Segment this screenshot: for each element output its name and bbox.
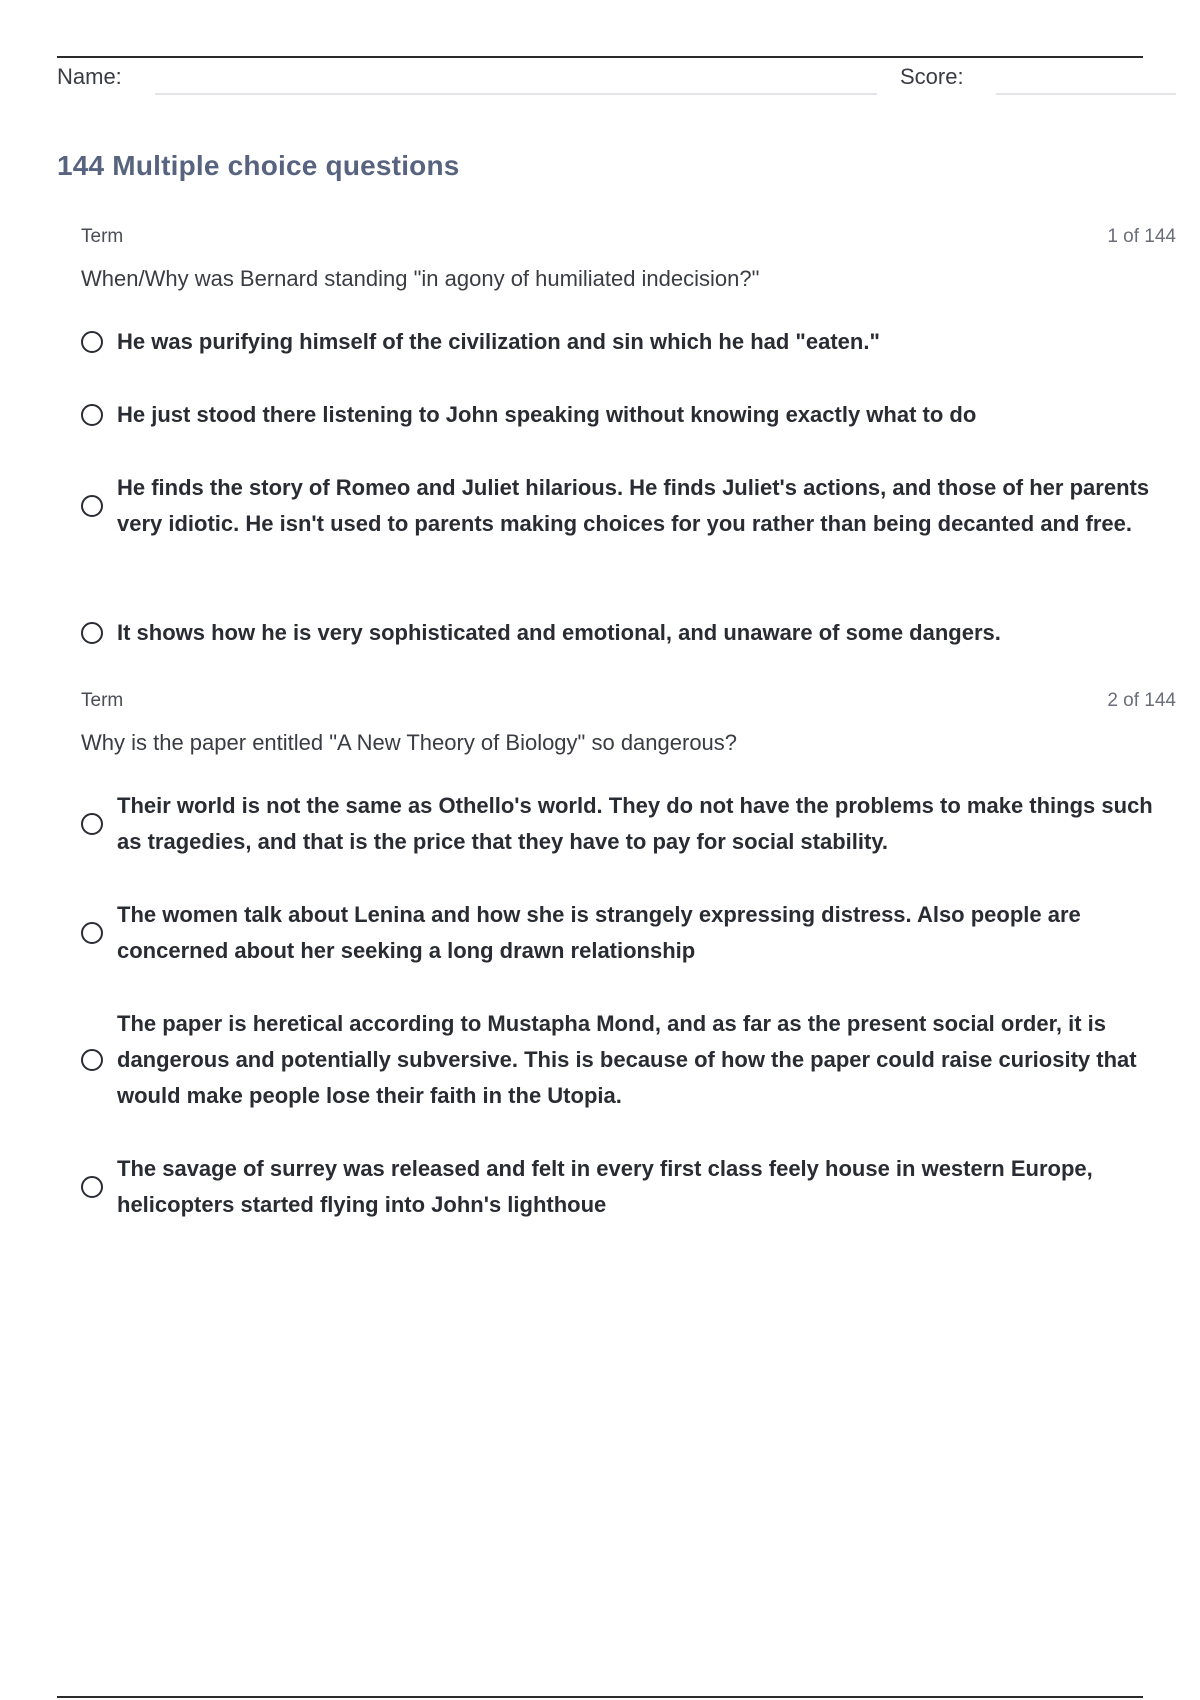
- answer-option-text: The women talk about Lenina and how she is strangely expressing distress. Also people are concerned about her seeking a long drawn relationship: [117, 902, 1081, 963]
- term-label: Term: [81, 690, 124, 711]
- radio-circle-icon[interactable]: [81, 622, 103, 644]
- answer-option-text: Their world is not the same as Othello's world. They do not have the problems to make things such as tragedies, and that is the price that they have to pay for social stability.: [117, 793, 1153, 854]
- answer-option-text: He finds the story of Romeo and Juliet hilarious. He finds Juliet's actions, and those of her parents very idiotic. He isn't used to parents making choices for you rather than being decanted and free.: [117, 475, 1150, 536]
- top-divider: [57, 56, 1143, 58]
- term-label: Term: [81, 226, 124, 247]
- radio-circle-icon[interactable]: [81, 813, 103, 835]
- answer-option[interactable]: [81, 1151, 1161, 1223]
- radio-circle-icon[interactable]: [81, 495, 103, 517]
- answer-option[interactable]: [81, 897, 1161, 969]
- radio-circle-icon[interactable]: [81, 1049, 103, 1071]
- answer-option-text: The paper is heretical according to Mustapha Mond, and as far as the present social order, it is dangerous and potentially subversive. This is because of how the paper could raise curiosity that would make people lose their faith in the Utopia.: [117, 1011, 1137, 1108]
- answer-option[interactable]: [81, 470, 1161, 542]
- radio-circle-icon[interactable]: [81, 404, 103, 426]
- section-title: 144 Multiple choice questions: [57, 150, 460, 181]
- answer-option-text: He just stood there listening to John speaking without knowing exactly what to do: [117, 402, 977, 427]
- answer-option[interactable]: [81, 1006, 1161, 1114]
- radio-circle-icon[interactable]: [81, 331, 103, 353]
- score-field-line[interactable]: [996, 93, 1176, 95]
- name-label: Name:: [57, 64, 122, 89]
- answer-option[interactable]: [81, 788, 1161, 860]
- answer-option-text: It shows how he is very sophisticated and emotional, and unaware of some dangers.: [117, 620, 1001, 645]
- answer-option[interactable]: [81, 324, 1161, 360]
- name-field-line[interactable]: [155, 93, 877, 95]
- answer-option[interactable]: [81, 615, 1161, 651]
- answer-option-text: The savage of surrey was released and felt in every first class feely house in western Europe, helicopters started flying into John's lighthoue: [117, 1156, 1093, 1217]
- answer-option[interactable]: [81, 397, 1161, 433]
- radio-circle-icon[interactable]: [81, 922, 103, 944]
- score-label: Score:: [900, 64, 964, 89]
- question-prompt: Why is the paper entitled "A New Theory of Biology" so dangerous?: [81, 730, 738, 755]
- question-prompt: When/Why was Bernard standing "in agony of humiliated indecision?": [81, 266, 760, 291]
- answer-option-text: He was purifying himself of the civilization and sin which he had "eaten.": [117, 329, 880, 354]
- question-counter: 1 of 144: [1107, 226, 1176, 247]
- radio-circle-icon[interactable]: [81, 1176, 103, 1198]
- question-counter: 2 of 144: [1107, 690, 1176, 711]
- bottom-divider: [57, 1696, 1143, 1698]
